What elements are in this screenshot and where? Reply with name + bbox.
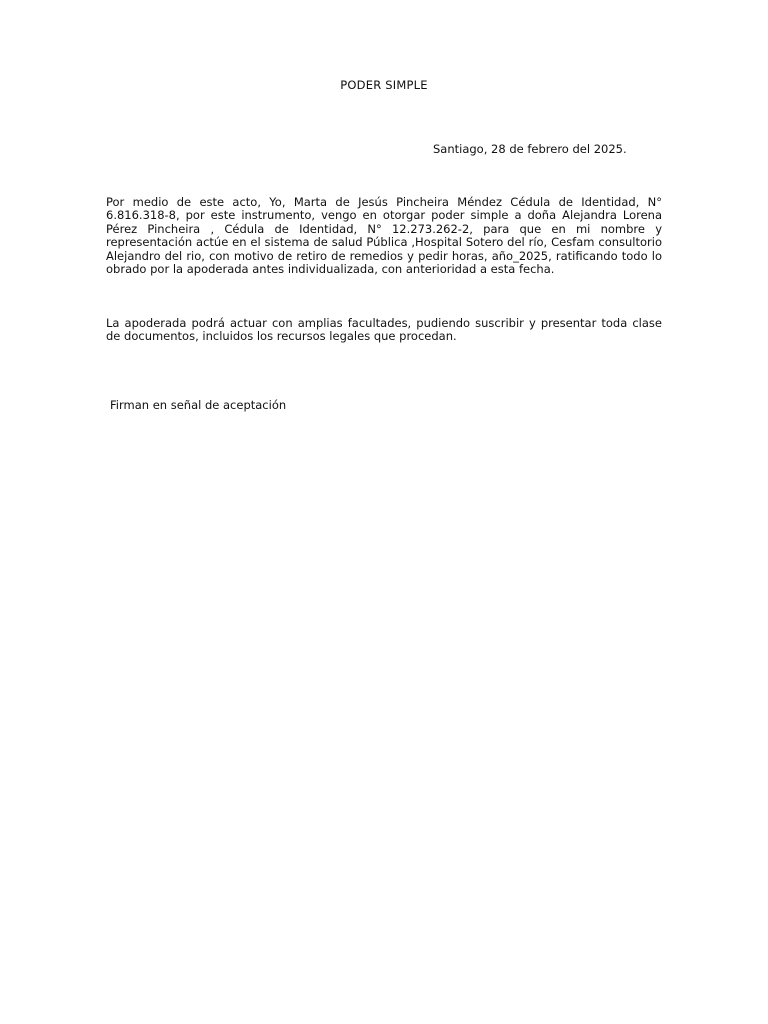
paragraph-faculties: La apoderada podrá actuar con amplias facultades, pudiendo suscribir y presentar toda clase de documentos, incluidos los recursos legales que procedan.: [106, 316, 662, 344]
date-line: Santiago, 28 de febrero del 2025.: [433, 142, 627, 156]
paragraph-grant: Por medio de este acto, Yo, Marta de Jesús Pincheira Méndez Cédula de Identidad, N° 6.816.318-8, por este instrumento, vengo en otorgar poder simple a doña Alejandra Lorena Pérez Pincheira , Cédula de Identidad, N° 12.273.262-2, para que en mi nombre y representación actúe en el sistema de salud Pública ,Hospital Sotero del río, Cesfam consultorio Alejandro del rio, con motivo de retiro de remedios y pedir horas, año_2025, ratificando todo lo obrado por la apoderada antes individualizada, con anterioridad a esta fecha.: [106, 195, 662, 277]
signature-line: Firman en señal de aceptación: [110, 398, 287, 412]
document-title: PODER SIMPLE: [340, 78, 428, 92]
